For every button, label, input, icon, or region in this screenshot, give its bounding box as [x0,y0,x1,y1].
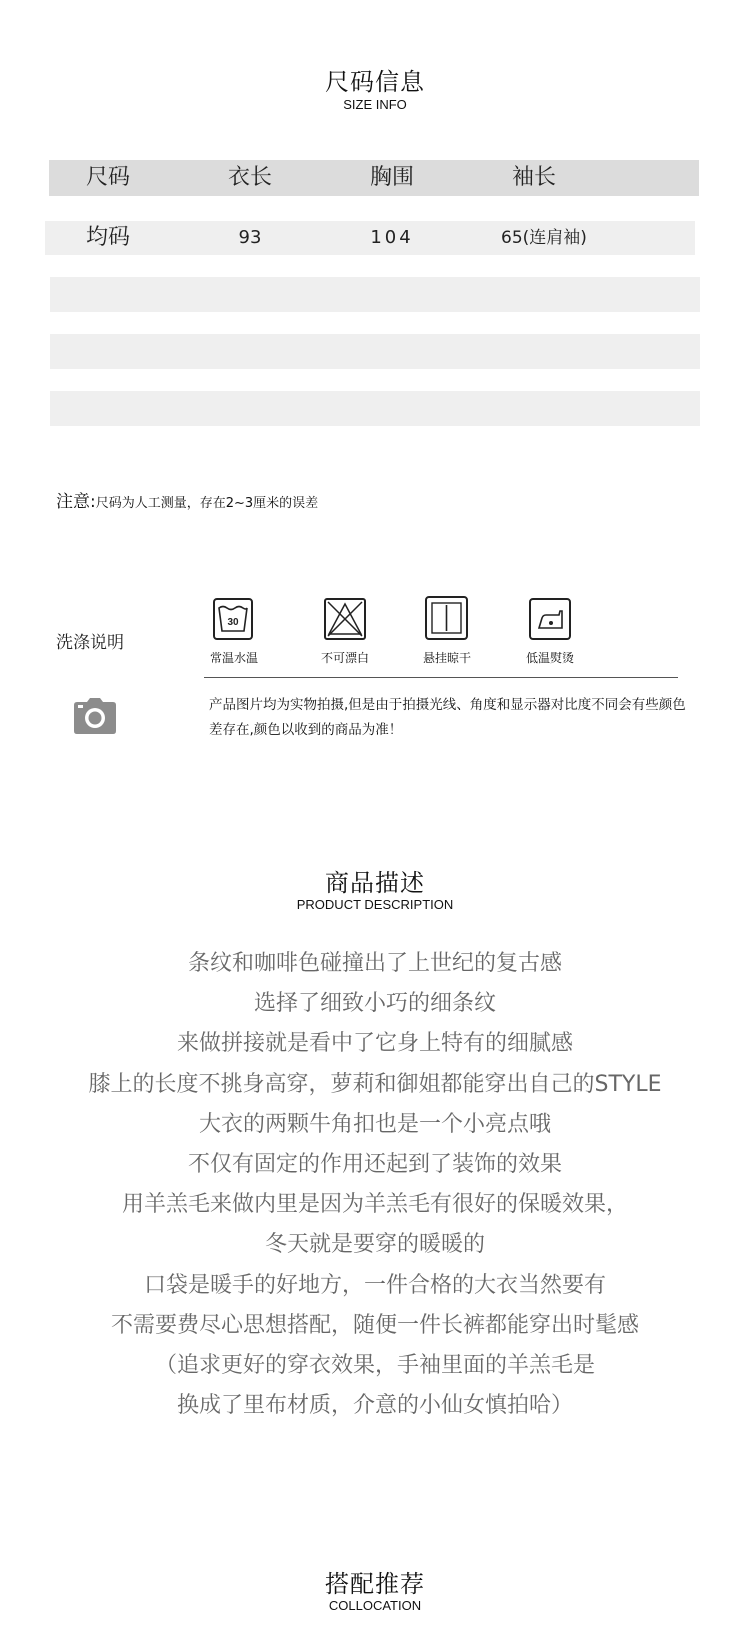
description-line: 来做拼接就是看中了它身上特有的细腻感 [176,1031,573,1057]
size-header-sleeve: 袖长 [511,165,556,190]
description-line: 不需要费尽心思想搭配，随便一件长裤都能穿出时髦感 [110,1312,639,1338]
hang-dry-icon [425,596,468,640]
description-line: 不仅有固定的作用还起到了装饰的效果 [187,1152,562,1178]
description-line: 选择了细致小巧的细条纹 [253,991,496,1017]
washing-label: 洗涤说明 [56,633,124,653]
size-cell-length: 93 [238,227,262,248]
description-line: 膝上的长度不挑身高穿，萝莉和御姐都能穿出自己的STYLE [88,1071,662,1097]
description-line: 冬天就是要穿的暖暖的 [264,1232,485,1258]
description-line: （追求更好的穿衣效果，手袖里面的羊羔毛是 [154,1353,595,1379]
size-table-empty-row [50,334,700,369]
wash-30-caption: 常温水温 [209,651,258,665]
size-info-subtitle: SIZE INFO [343,97,407,112]
collocation-subtitle: COLLOCATION [328,1598,422,1613]
camera-icon [73,697,117,735]
no-bleach-caption: 不可漂白 [320,651,369,665]
size-header-bust: 胸围 [369,165,414,190]
washing-divider [204,677,678,678]
size-header-length: 衣长 [227,165,272,190]
description-subtitle: PRODUCT DESCRIPTION [296,897,454,912]
no-bleach-icon [324,598,366,640]
low-iron-caption: 低温熨烫 [525,651,574,665]
description-body [0,944,750,1426]
size-table-empty-row [50,277,700,312]
size-cell-bust: 104 [370,227,414,248]
size-table-empty-row [50,391,700,426]
size-info-title: 尺码信息 [325,68,425,96]
description-line: 条纹和咖啡色碰撞出了上世纪的复古感 [187,951,562,976]
size-header-size: 尺码 [85,165,130,190]
photo-disclaimer: 产品图片均为实物拍摄,但是由于拍摄光线、角度和显示器对比度不同会有些颜色差存在,颜色以收到的商品为准！ [209,697,686,738]
description-line: 口袋是暖手的好地方，一件合格的大衣当然要有 [143,1272,606,1298]
size-cell-sleeve: 65(连肩袖) [501,228,587,248]
wash-30-icon [213,598,253,640]
low-iron-icon [529,598,571,640]
size-note-label: 注意: [56,492,96,512]
size-note [56,487,318,512]
collocation-title: 搭配推荐 [325,1570,425,1598]
description-line: 换成了里布材质，介意的小仙女慎拍哈） [176,1393,573,1419]
size-cell-size: 均码 [85,225,130,250]
description-title: 商品描述 [325,869,425,897]
size-note-text: 尺码为人工测量，存在2~3厘米的误差 [95,496,319,511]
description-line: 用羊羔毛来做内里是因为羊羔毛有很好的保暖效果， [121,1192,628,1218]
hang-dry-caption: 悬挂晾干 [422,651,471,665]
description-line: 大衣的两颗牛角扣也是一个小亮点哦 [198,1111,551,1137]
svg-text:30: 30 [227,617,239,628]
